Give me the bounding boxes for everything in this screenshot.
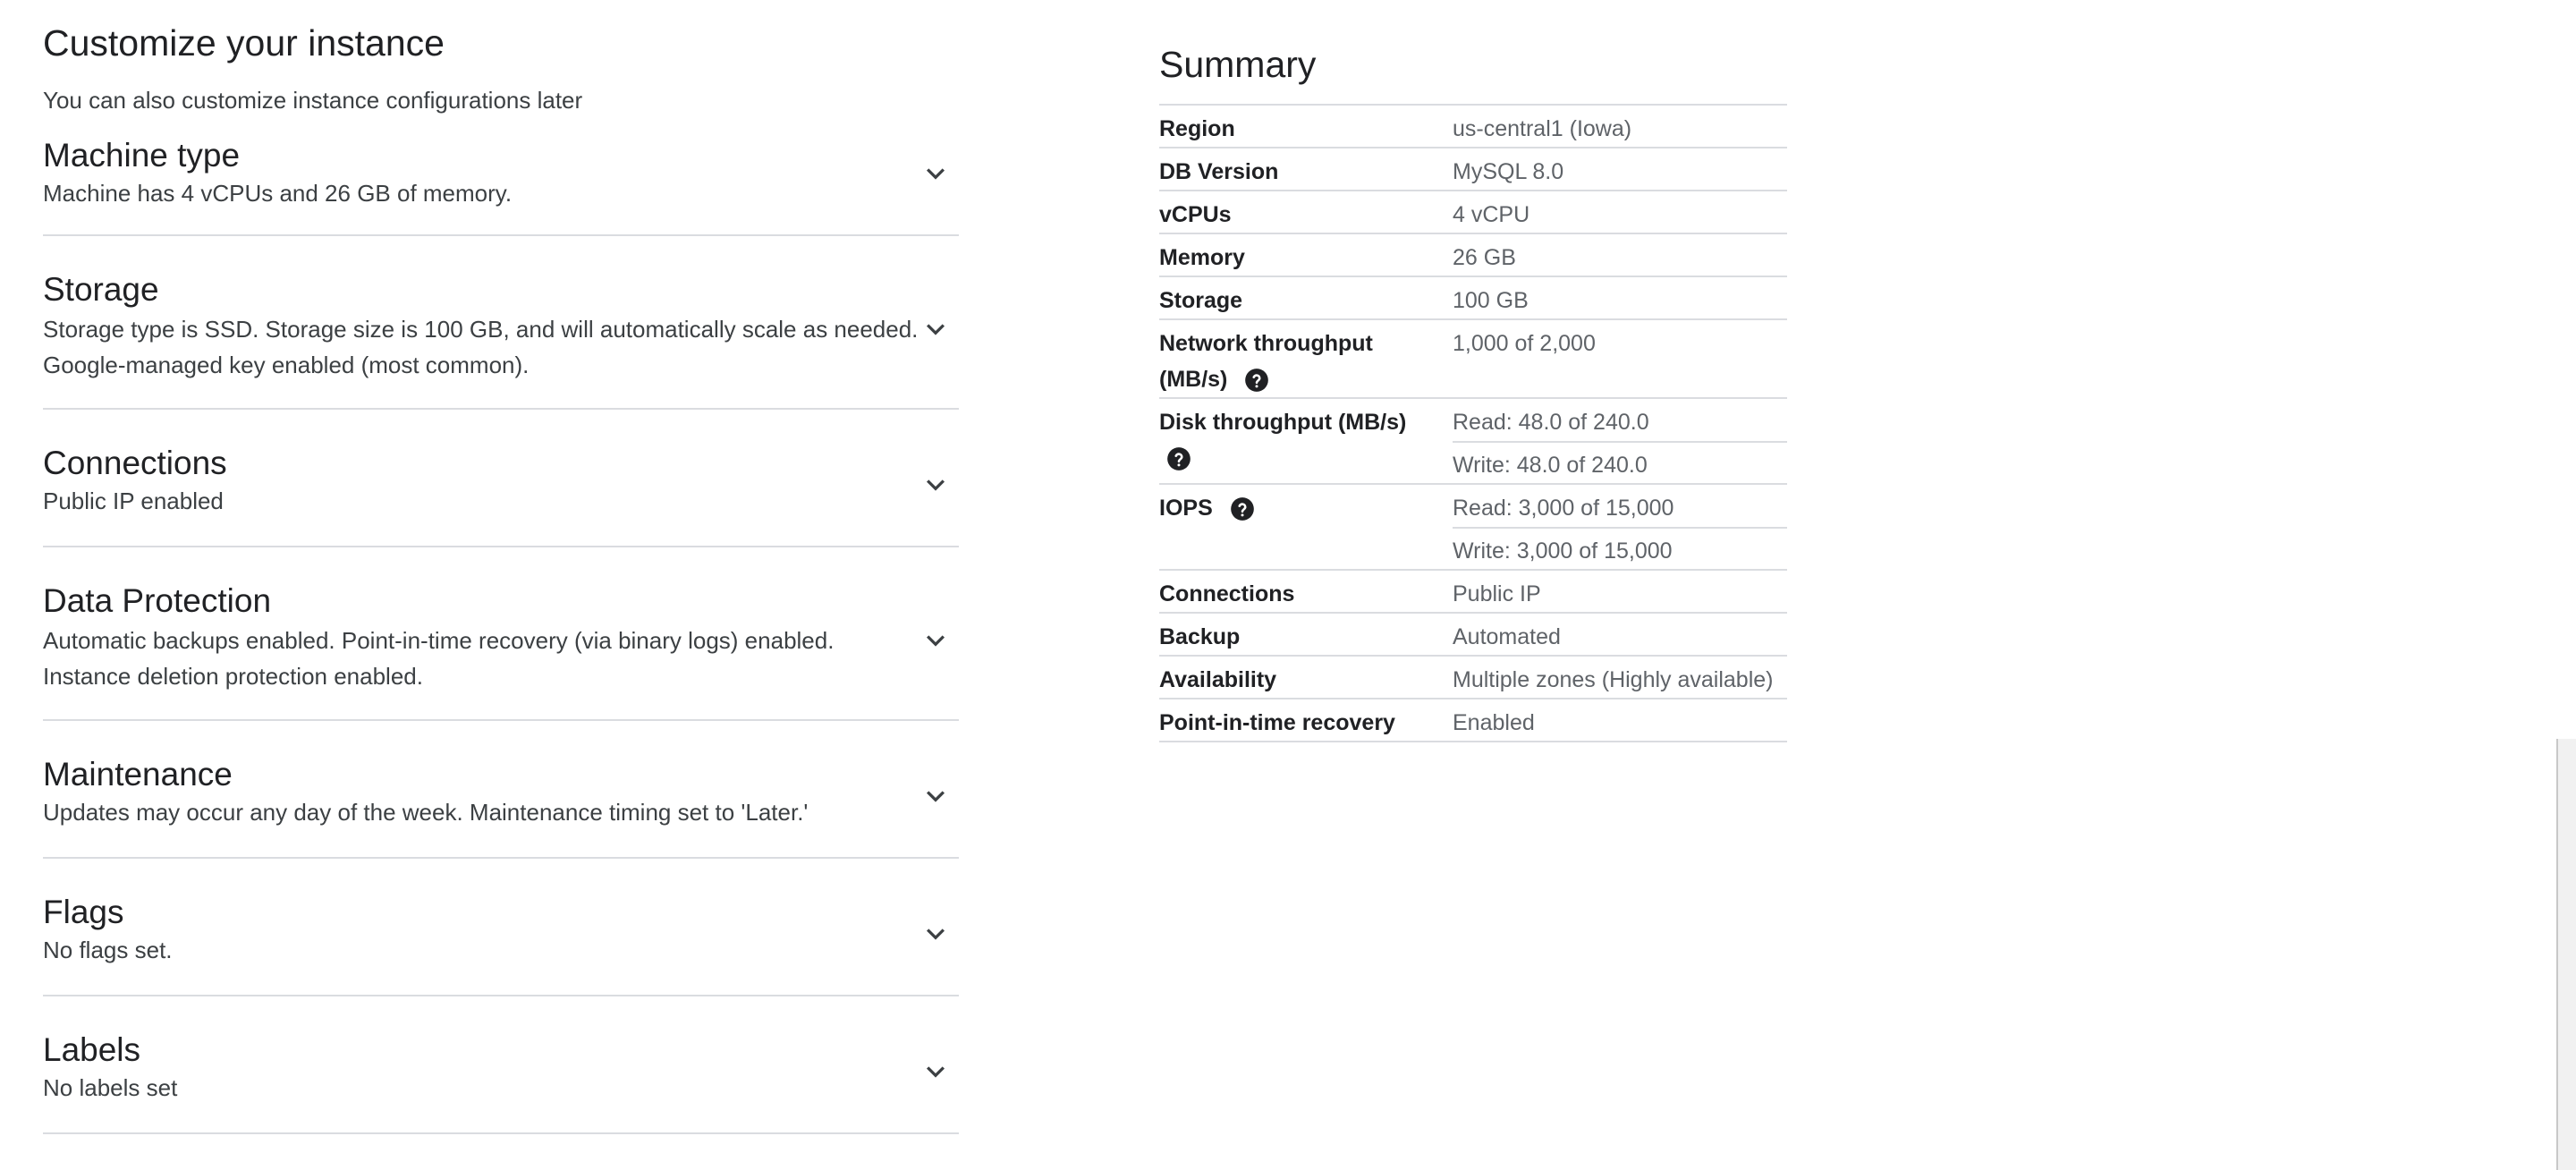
summary-value: 1,000 of 2,000 (1453, 331, 1596, 356)
section-title: Connections (43, 445, 227, 481)
summary-key: Availability (1159, 667, 1277, 692)
summary-row-network-throughput (1159, 318, 1787, 397)
chevron-down-icon[interactable] (918, 1054, 953, 1089)
summary-value: MySQL 8.0 (1453, 159, 1564, 184)
section-connections[interactable] (43, 410, 959, 547)
summary-key: Storage (1159, 288, 1243, 313)
help-icon[interactable] (1166, 446, 1191, 471)
chevron-down-icon[interactable] (918, 311, 953, 347)
summary-key-text: Disk throughput (MB/s) (1159, 410, 1407, 435)
summary-row-region (1159, 104, 1787, 147)
summary-value: Public IP (1453, 581, 1541, 606)
section-description: Public IP enabled (43, 488, 224, 514)
chevron-down-icon[interactable] (918, 623, 953, 658)
section-flags[interactable] (43, 859, 959, 996)
section-description: No flags set. (43, 937, 173, 963)
section-storage[interactable] (43, 236, 959, 410)
summary-key: Backup (1159, 624, 1241, 649)
summary-row-storage (1159, 276, 1787, 318)
summary-value: 26 GB (1453, 245, 1516, 270)
section-title: Data Protection (43, 582, 272, 619)
summary-key (1159, 404, 1428, 476)
section-description: No labels set (43, 1074, 178, 1101)
summary-value-write: Write: 48.0 of 240.0 (1453, 453, 1648, 478)
summary-row-disk-throughput (1159, 397, 1787, 483)
chevron-down-icon[interactable] (918, 467, 953, 503)
summary-value: us-central1 (Iowa) (1453, 116, 1632, 141)
chevron-down-icon[interactable] (918, 778, 953, 814)
summary-value: Multiple zones (Highly available) (1453, 667, 1774, 692)
summary-value: 100 GB (1453, 288, 1529, 313)
summary-key: Region (1159, 116, 1235, 141)
section-description: Machine has 4 vCPUs and 26 GB of memory. (43, 180, 513, 207)
summary-key: Point-in-time recovery (1159, 710, 1395, 735)
summary-key: Connections (1159, 581, 1295, 606)
summary-value-write: Write: 3,000 of 15,000 (1453, 538, 1673, 564)
summary-key (1159, 490, 1428, 526)
section-title: Flags (43, 894, 124, 930)
page-title: Customize your instance (43, 22, 445, 64)
help-icon[interactable] (1230, 496, 1255, 521)
summary-value: Enabled (1453, 710, 1535, 735)
section-description: Storage type is SSD. Storage size is 100 GB, and will automatically scale as needed. Google-managed key enabled (most common). (43, 316, 919, 378)
section-title: Machine type (43, 137, 241, 174)
summary-row-availability (1159, 655, 1787, 698)
scrollbar[interactable] (2556, 739, 2576, 1170)
summary-row-backup (1159, 612, 1787, 655)
summary-row-db-version (1159, 147, 1787, 190)
section-labels[interactable] (43, 996, 959, 1134)
section-title: Maintenance (43, 756, 233, 793)
summary-row-vcpus (1159, 190, 1787, 233)
summary-value: 4 vCPU (1453, 202, 1530, 227)
summary-row-memory (1159, 233, 1787, 276)
summary-key-text: IOPS (1159, 496, 1213, 521)
chevron-down-icon[interactable] (918, 156, 953, 191)
summary-key (1159, 326, 1374, 397)
summary-subdivider (1453, 441, 1787, 443)
summary-title: Summary (1159, 44, 1317, 85)
section-maintenance[interactable] (43, 721, 959, 859)
summary-value: Automated (1453, 624, 1561, 649)
section-machine-type[interactable] (43, 129, 959, 236)
summary-key: vCPUs (1159, 202, 1232, 227)
summary-key: DB Version (1159, 159, 1279, 184)
summary-value-read: Read: 3,000 of 15,000 (1453, 496, 1674, 521)
section-description: Updates may occur any day of the week. Maintenance timing set to 'Later.' (43, 799, 809, 826)
summary-row-iops (1159, 483, 1787, 569)
summary-key: Memory (1159, 245, 1245, 270)
page-subtitle: You can also customize instance configurations later (43, 87, 583, 114)
help-icon[interactable] (1244, 368, 1269, 393)
summary-key-text: Network throughput (MB/s) (1159, 331, 1373, 392)
section-data-protection[interactable] (43, 547, 959, 721)
summary-subdivider (1453, 527, 1787, 529)
summary-row-connections (1159, 569, 1787, 612)
summary-row-pitr (1159, 698, 1787, 742)
chevron-down-icon[interactable] (918, 916, 953, 952)
section-title: Labels (43, 1031, 141, 1068)
section-description: Automatic backups enabled. Point-in-time recovery (via binary logs) enabled. Instance deletion protection enabled. (43, 627, 835, 690)
section-title: Storage (43, 271, 159, 308)
summary-value-read: Read: 48.0 of 240.0 (1453, 410, 1649, 435)
